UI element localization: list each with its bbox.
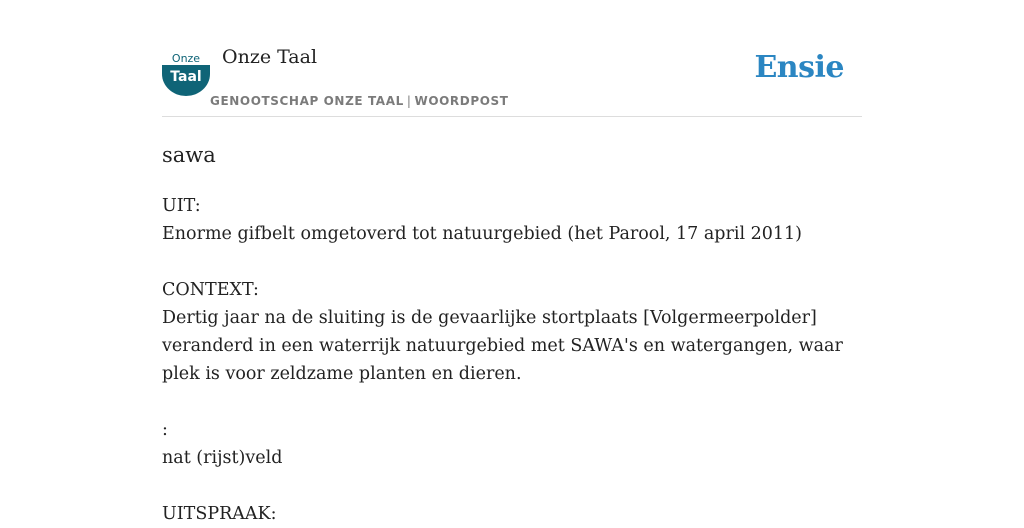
blank-line: [162, 388, 862, 416]
subtitle-organisation: GENOOTSCHAP ONZE TAAL: [210, 94, 404, 108]
entry-content: [162, 138, 862, 528]
meaning-text: nat (rijst)veld: [162, 448, 283, 468]
uit-text: Enorme gifbelt omgetoverd tot natuurgebied (het Parool, 17 april 2011): [162, 224, 802, 244]
subtitle-separator: |: [406, 94, 412, 108]
onze-taal-logo-icon[interactable]: [162, 52, 210, 96]
logo-bottom-text: Taal: [170, 69, 202, 85]
uitspraak-label: UITSPRAAK:: [162, 504, 277, 524]
context-label: CONTEXT:: [162, 280, 259, 300]
blank-line: [162, 248, 862, 276]
brand-name[interactable]: Onze Taal: [222, 46, 318, 68]
uit-label: UIT:: [162, 196, 201, 216]
meaning-label: :: [162, 420, 168, 440]
entry-body: [162, 192, 862, 528]
site-header: [162, 40, 862, 117]
ensie-logo[interactable]: Ensie: [754, 50, 844, 85]
context-text: Dertig jaar na de sluiting is de gevaarlijke stortplaats [Volgermeerpolder] veranderd in een waterrijk natuurgebied met SAWA's en watergangen, waar plek is voor zeldzame planten en dieren.: [162, 308, 843, 384]
brand-subtitle: [210, 94, 509, 108]
blank-line: [162, 472, 862, 500]
entry-title: sawa: [162, 143, 216, 167]
subtitle-section: WOORDPOST: [414, 94, 509, 108]
logo-top-text: Onze: [171, 52, 201, 65]
